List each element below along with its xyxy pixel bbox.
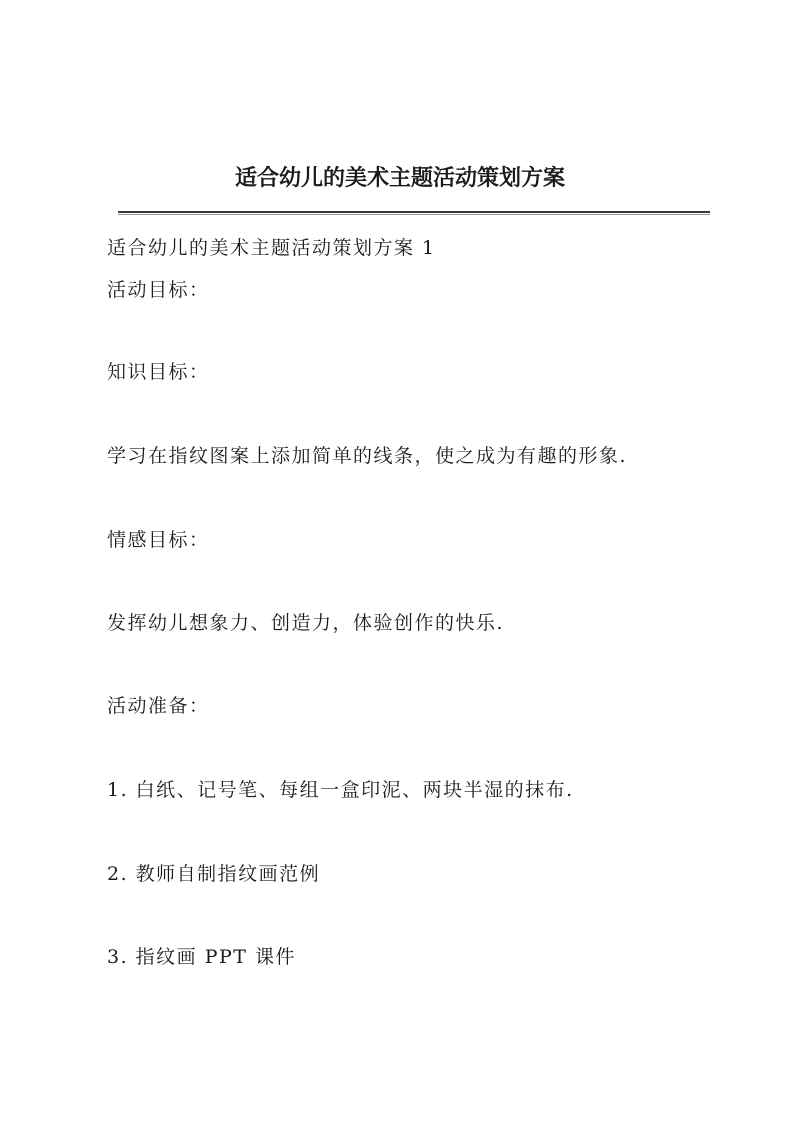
paragraph-line: 1. 白纸、记号笔、每组一盒印泥、两块半湿的抹布. — [107, 779, 574, 801]
paragraph-line: 知识目标： — [107, 361, 210, 383]
document-title: 适合幼儿的美术主题活动策划方案 — [234, 165, 565, 191]
paragraph-line: 发挥幼儿想象力、创造力，体验创作的快乐. — [107, 612, 505, 634]
section-heading: 适合幼儿的美术主题活动策划方案 1 — [107, 237, 436, 259]
title-divider — [118, 211, 710, 213]
paragraph-line: 2. 教师自制指纹画范例 — [107, 863, 321, 885]
paragraph-line: 学习在指纹图案上添加简单的线条，使之成为有趣的形象. — [107, 445, 628, 467]
paragraph-line: 情感目标： — [107, 529, 210, 551]
title-divider-thin — [118, 214, 710, 215]
paragraph-line: 活动目标： — [107, 279, 210, 301]
paragraph-line: 3. 指纹画 PPT 课件 — [107, 946, 296, 968]
paragraph-line: 活动准备： — [107, 695, 210, 717]
